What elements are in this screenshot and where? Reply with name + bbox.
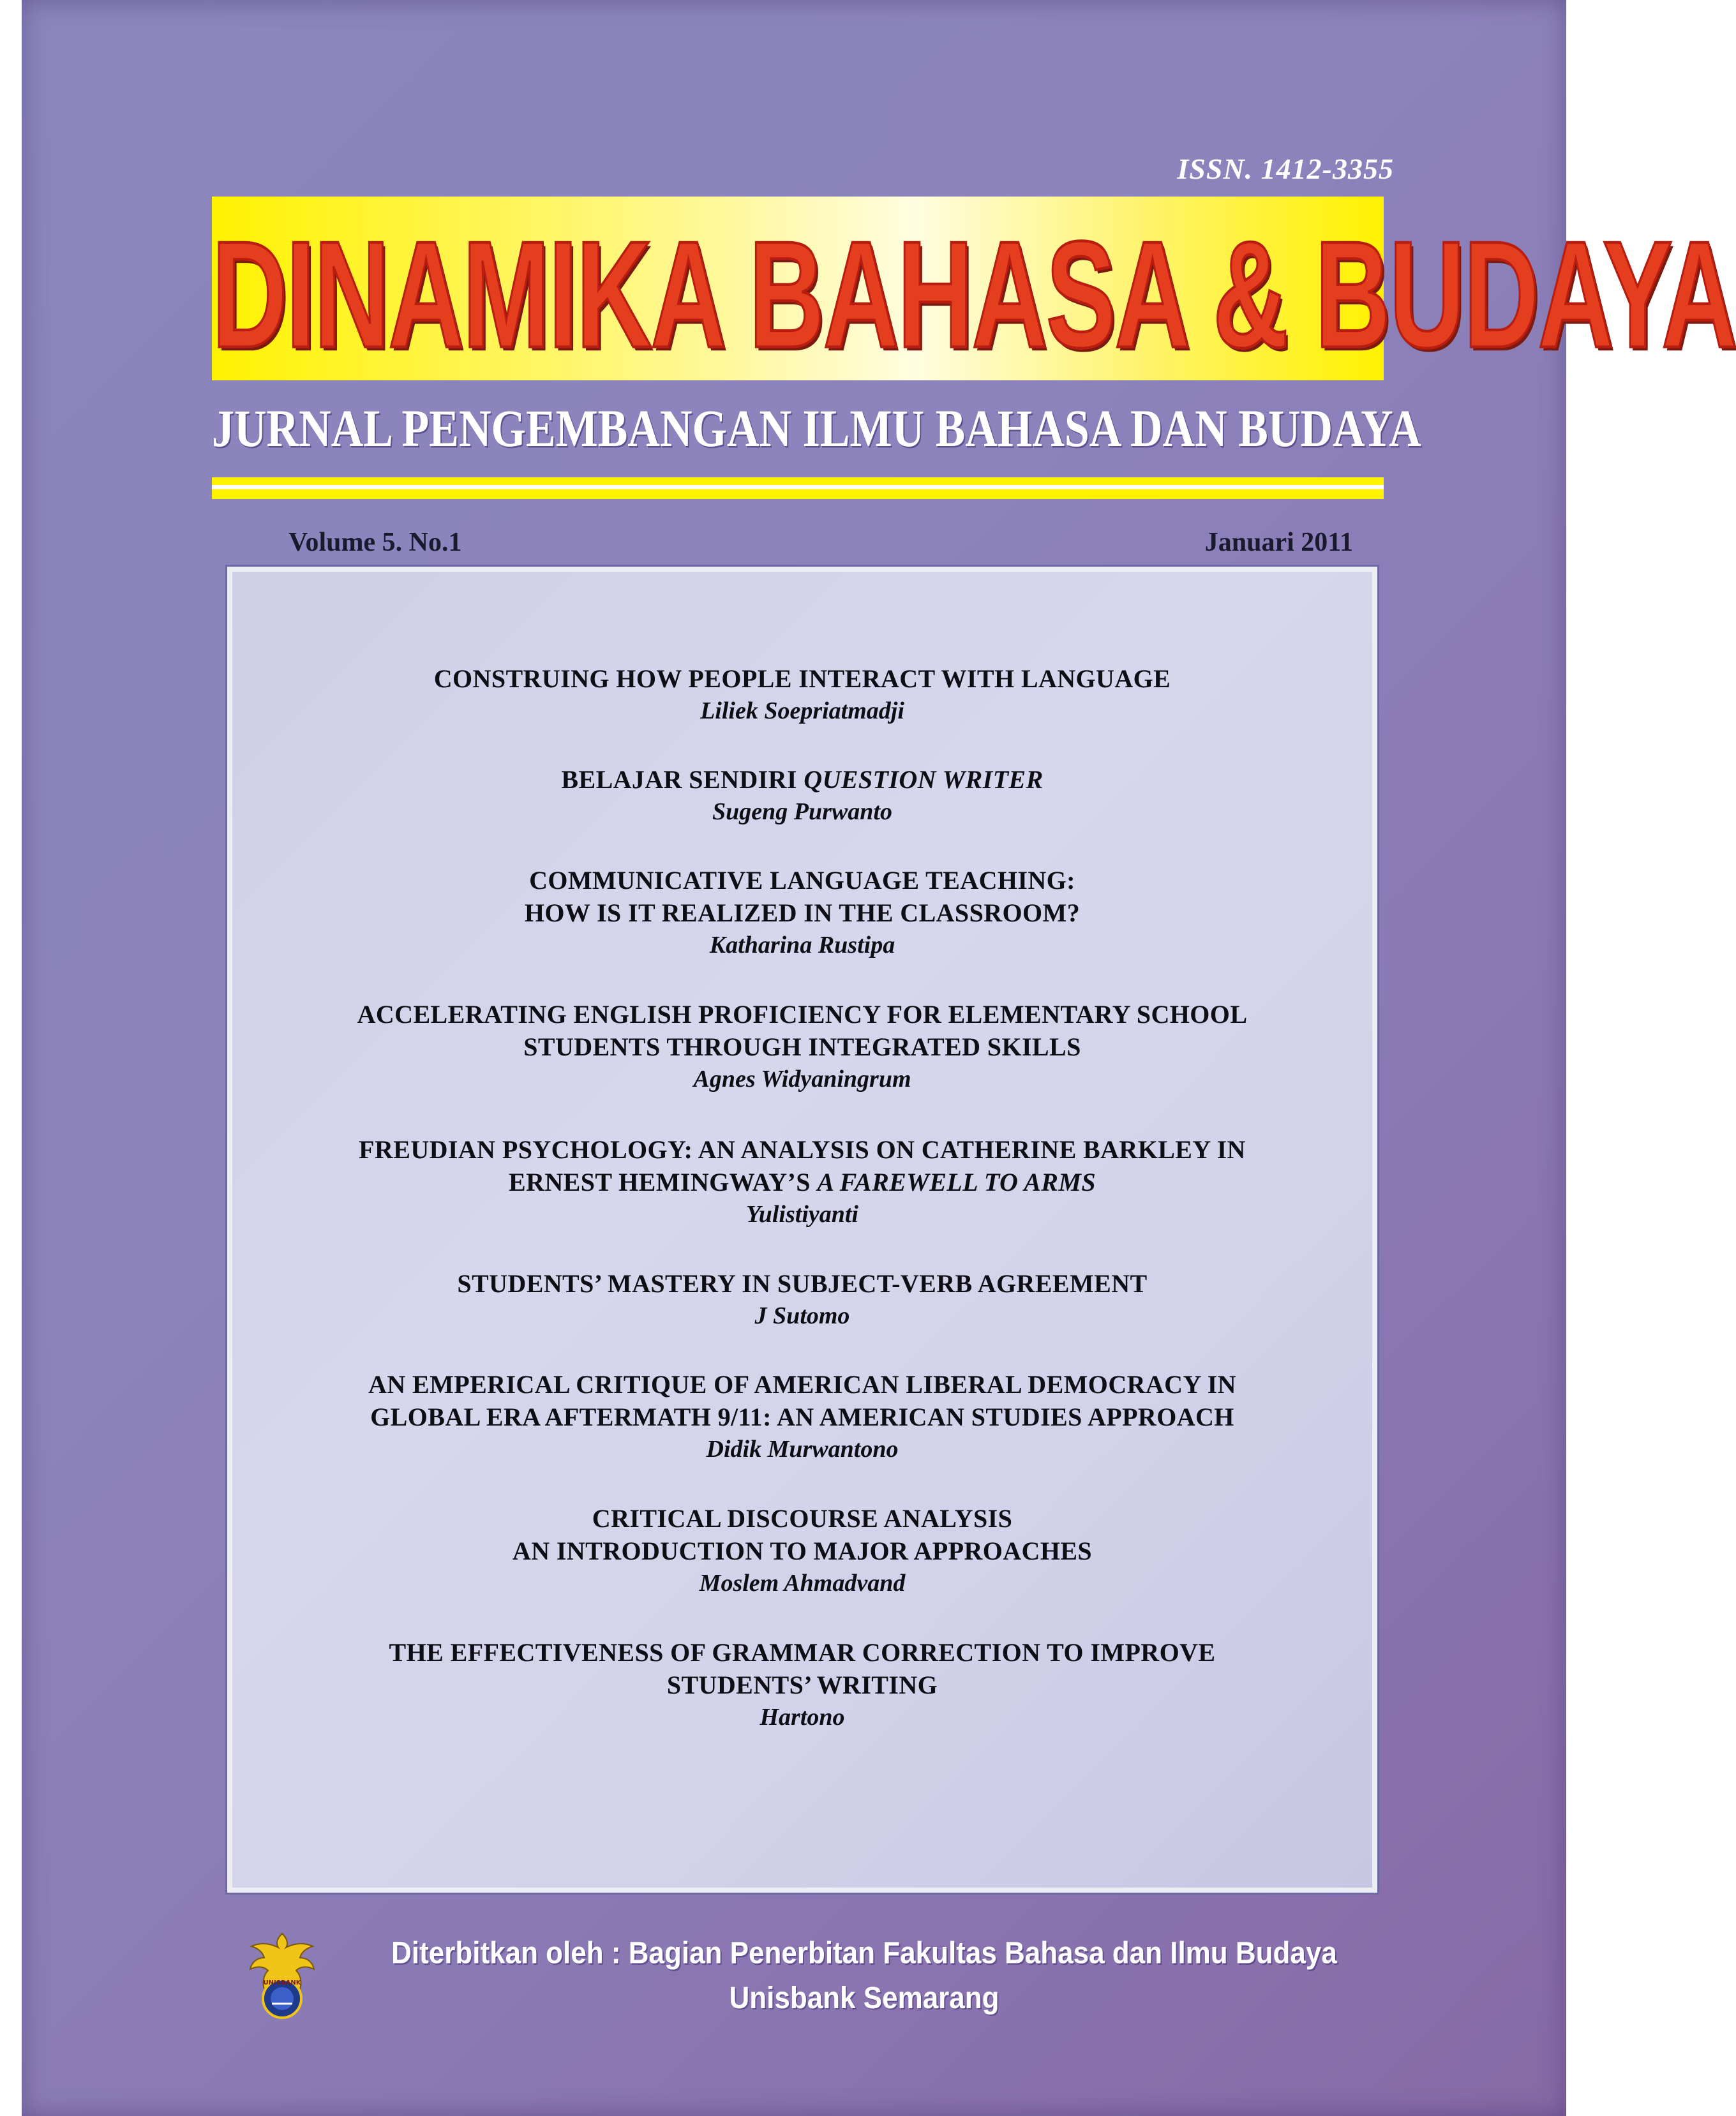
article-title: CONSTRUING HOW PEOPLE INTERACT WITH LANGUAGE xyxy=(433,664,1171,693)
article-author: Katharina Rustipa xyxy=(709,932,895,958)
article-author: Didik Murwantono xyxy=(706,1436,899,1463)
article-entry xyxy=(232,1636,1372,1733)
article-entry xyxy=(232,1502,1372,1599)
publisher-line2: Unisbank Semarang xyxy=(729,1981,999,2015)
issn-label: ISSN. 1412-3355 xyxy=(1177,153,1394,185)
table-of-contents xyxy=(227,567,1377,1893)
article-title: STUDENTS’ MASTERY IN SUBJECT-VERB AGREEMENT xyxy=(457,1269,1148,1298)
article-author: Yulistiyanti xyxy=(746,1201,858,1228)
article-entry xyxy=(232,1267,1372,1332)
volume-label: Volume 5. No.1 xyxy=(288,528,462,557)
article-author: Hartono xyxy=(760,1704,845,1731)
article-title-line2: HOW IS IT REALIZED IN THE CLASSROOM? xyxy=(524,898,1081,927)
article-entry xyxy=(232,998,1372,1095)
journal-cover xyxy=(22,0,1736,2116)
article-title-line2: STUDENTS THROUGH INTEGRATED SKILLS xyxy=(523,1032,1081,1061)
publisher-info xyxy=(296,1931,1432,2021)
article-title-line2: STUDENTS’ WRITING xyxy=(666,1671,938,1699)
publisher-line1: Diterbitkan oleh : Bagian Penerbitan Fakultas Bahasa dan Ilmu Budaya xyxy=(391,1935,1337,1971)
article-author: Agnes Widyaningrum xyxy=(693,1066,911,1092)
article-author: Moslem Ahmadvand xyxy=(699,1570,906,1597)
decorative-stripe xyxy=(212,477,1384,499)
article-entry xyxy=(232,662,1372,727)
article-title: THE EFFECTIVENESS OF GRAMMAR CORRECTION TO IMPROVE xyxy=(389,1638,1216,1667)
article-entry xyxy=(232,763,1372,828)
article-title: AN EMPERICAL CRITIQUE OF AMERICAN LIBERAL DEMOCRACY IN xyxy=(368,1370,1236,1399)
article-entry xyxy=(232,1368,1372,1465)
journal-title: DINAMIKA BAHASA & BUDAYA xyxy=(212,209,1736,380)
emblem-label: UNISBANK xyxy=(263,1979,301,1986)
article-author: Liliek Soepriatmadji xyxy=(700,697,904,724)
article-title-line2: AN INTRODUCTION TO MAJOR APPROACHES xyxy=(512,1537,1093,1565)
article-entry xyxy=(232,1133,1372,1230)
article-title: ACCELERATING ENGLISH PROFICIENCY FOR ELEMENTARY SCHOOL xyxy=(357,1000,1248,1029)
journal-subtitle: JURNAL PENGEMBANGAN ILMU BAHASA DAN BUDAYA xyxy=(212,400,1421,459)
article-title: FREUDIAN PSYCHOLOGY: AN ANALYSIS ON CATHERINE BARKLEY IN xyxy=(359,1135,1246,1164)
article-author: J Sutomo xyxy=(754,1302,850,1329)
article-author: Sugeng Purwanto xyxy=(712,798,892,825)
article-title: CRITICAL DISCOURSE ANALYSIS xyxy=(592,1504,1013,1533)
article-title-line2: ERNEST HEMINGWAY’S A FAREWELL TO ARMS xyxy=(509,1168,1096,1196)
article-entry xyxy=(232,864,1372,961)
article-title: COMMUNICATIVE LANGUAGE TEACHING: xyxy=(529,866,1075,895)
article-title-line2: GLOBAL ERA AFTERMATH 9/11: AN AMERICAN STUDIES APPROACH xyxy=(370,1403,1234,1431)
issue-date: Januari 2011 xyxy=(1204,528,1353,557)
title-band xyxy=(212,197,1736,380)
article-title: BELAJAR SENDIRI QUESTION WRITER xyxy=(561,765,1044,794)
